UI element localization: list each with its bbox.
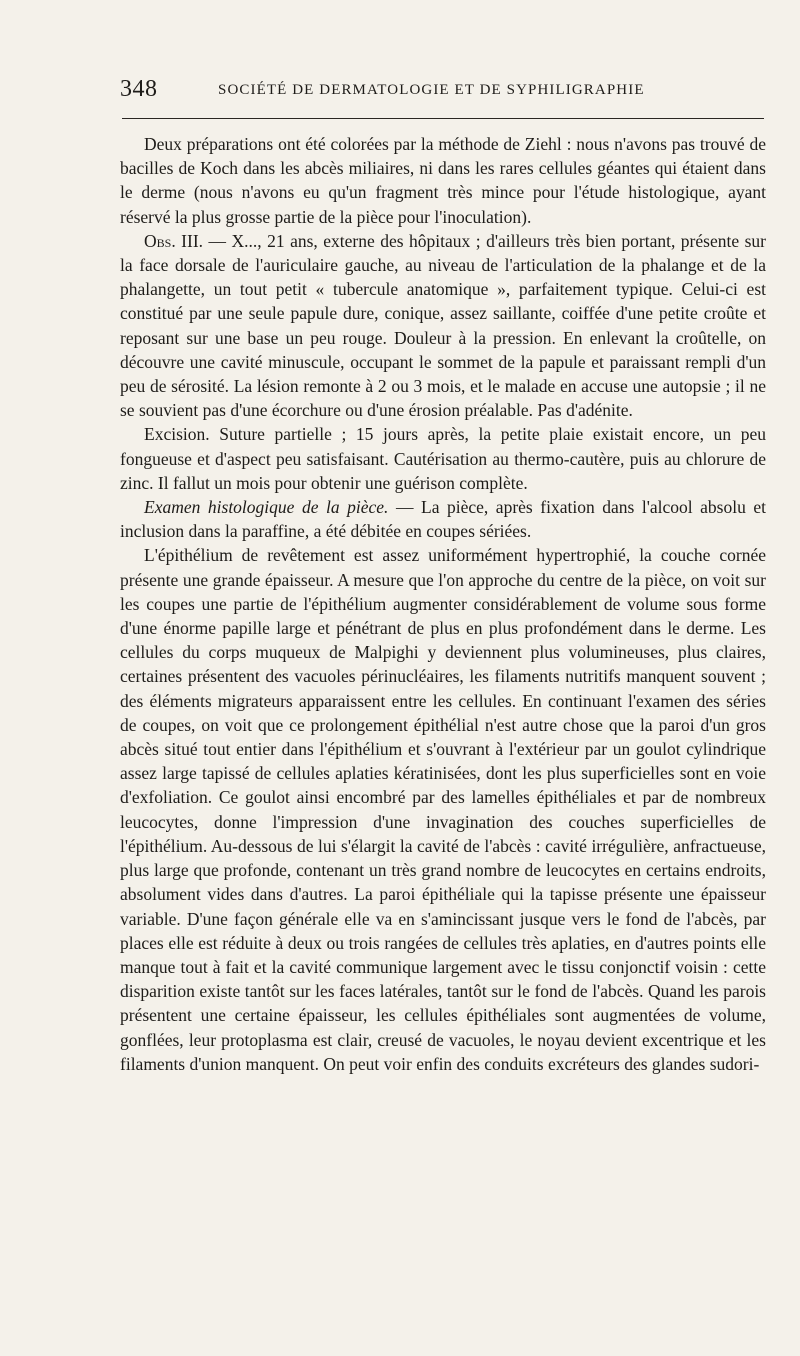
paragraph-4 — [120, 495, 766, 543]
body-text — [120, 132, 766, 1076]
observation-label: Obs. III. — [144, 230, 204, 251]
paragraph-4-text: — La pièce, après fixation dans l'alcool absolu et inclusion dans la paraffine, a été débitée en coupes sériées. — [120, 497, 766, 542]
page-header — [120, 74, 766, 108]
page-number: 348 — [120, 76, 158, 102]
paragraph-1 — [120, 132, 766, 229]
paragraph-1-text: Deux préparations ont été colorées par la méthode de Ziehl : nous n'avons pas trouvé de bacilles de Koch dans les abcès miliaires, ni dans les rares cellules géantes qui étaient dans le derme (nous n'avons eu qu'un fragment très mince pour l'étude histologique, ayant réservé la plus grosse partie de la pièce pour l'inoculation). — [120, 134, 766, 227]
paragraph-5-text: L'épithélium de revêtement est assez uniformément hypertrophié, la couche cornée présente une grande épaisseur. A mesure que l'on approche du centre de la pièce, on voit sur les coupes une partie de l'épithélium augmenter considérablement de volume sous forme d'une énorme papille large et pénétrant de plus en plus profondément dans le derme. Les cellules du corps muqueux de Malpighi y deviennent plus volumineuses, plus claires, certaines présentent des vacuoles périnucléaires, les filaments nutritifs manquent souvent ; des éléments migrateurs apparaissent entre les cellules. En continuant l'examen des séries de coupes, on voit que ce prolongement épithélial n'est autre chose que la paroi d'un gros abcès situé tout entier dans l'épithélium et s'ouvrant à l'extérieur par un goulot cylindrique assez large tapissé de cellules aplaties kératinisées, dont les plus superficielles sont en voie d'exfoliation. Ce goulot ainsi encombré par des lamelles épithéliales et par de nombreux leucocytes, donne l'impression d'une invagination des couches superficielles de l'épithélium. Au-dessous de lui s'élargit la cavité de l'abcès : cavité irrégulière, anfractueuse, plus large que profonde, contenant un très grand nombre de leucocytes en certains endroits, absolument vides dans d'autres. La paroi épithéliale qui la tapisse présente une épaisseur variable. D'une façon générale elle va en s'amincissant jusque vers le fond de l'abcès, par places elle est réduite à deux ou trois rangées de cellules très aplaties, en d'autres points elle manque tout à fait et la cavité communique largement avec le tissu conjonctif voisin : cette disparition existe tantôt sur les faces latérales, tantôt sur le fond de l'abcès. Quand les parois présentent une certaine épaisseur, les cellules épithéliales sont augmentées de volume, gonflées, leur protoplasma est clair, creusé de vacuoles, le noyau devient excentrique et les filaments d'union manquent. On peut voir enfin des conduits excréteurs des glandes sudori- — [120, 545, 766, 1074]
paragraph-2 — [120, 229, 766, 423]
running-title: SOCIÉTÉ DE DERMATOLOGIE ET DE SYPHILIGRAPHIE — [218, 82, 645, 98]
paragraph-3 — [120, 422, 766, 495]
paragraph-2-text: — X..., 21 ans, externe des hôpitaux ; d'ailleurs très bien portant, présente sur la face dorsale de l'auriculaire gauche, au niveau de l'articulation de la phalange et de la phalangette, un tout petit « tubercule anatomique », parfaitement typique. Celui-ci est constitué par une seule papule dure, conique, assez saillante, coiffée d'une petite croûte et reposant sur une base un peu rouge. Douleur à la pression. En enlevant la croûtelle, on découvre une cavité minuscule, occupant le sommet de la papule et paraissant rempli d'un peu de sérosité. La lésion remonte à 2 ou 3 mois, et le malade en accuse une autopsie ; il ne se souvient pas d'une écorchure ou d'une érosion préalable. Pas d'adénite. — [120, 230, 766, 421]
paragraph-3-text: Excision. Suture partielle ; 15 jours après, la petite plaie existait encore, un peu fongueuse et d'aspect peu satisfaisant. Cautérisation au thermo-cautère, puis au chlorure de zinc. Il fallut un mois pour obtenir une guérison complète. — [120, 424, 766, 493]
section-heading-italic: Examen histologique de la pièce. — [144, 497, 389, 518]
header-rule — [122, 118, 764, 119]
paragraph-5 — [120, 543, 766, 1075]
